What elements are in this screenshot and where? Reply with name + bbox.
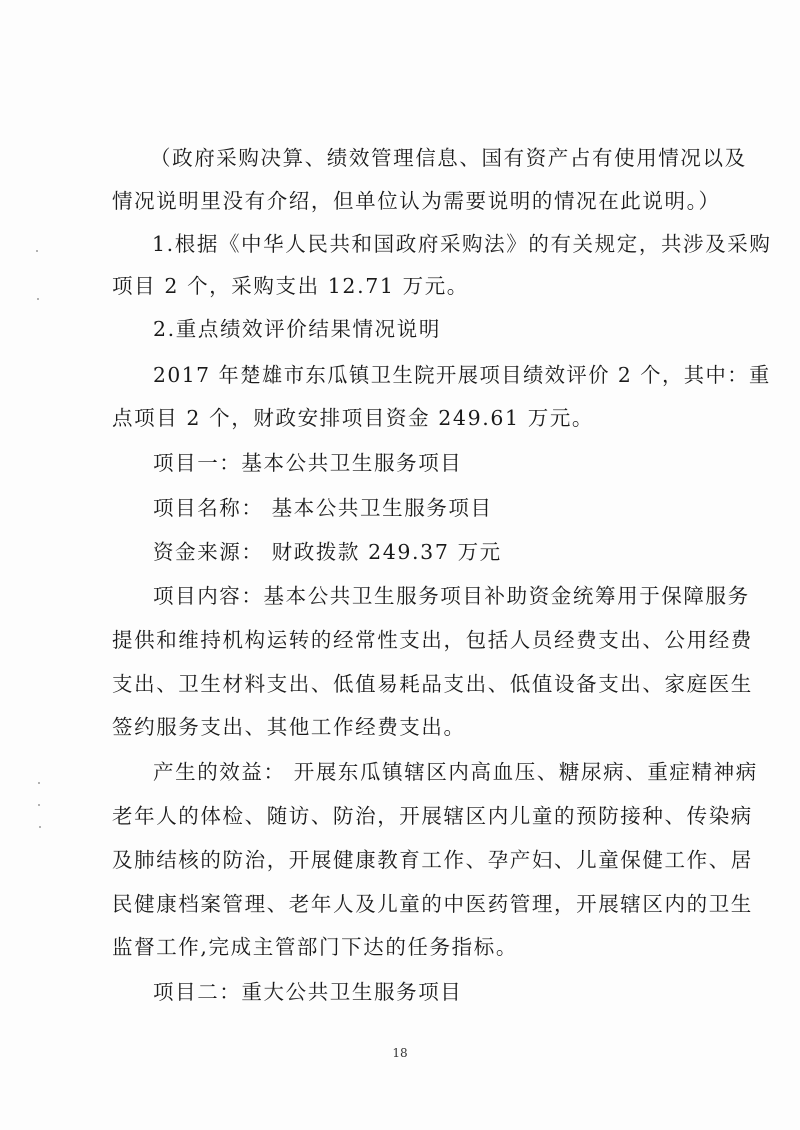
scan-speck xyxy=(38,804,40,806)
text-line-19: 监督工作,完成主管部门下达的任务指标。 xyxy=(112,935,518,959)
text-line-20: 项目二：重大公共卫生服务项目 xyxy=(153,980,463,1004)
text-line-16: 老年人的体检、随访、防治，开展辖区内儿童的预防接种、传染病 xyxy=(112,804,753,828)
text-line-1: （政府采购决算、绩效管理信息、国有资产占有使用情况以及 xyxy=(150,146,747,170)
text-line-7: 点项目 2 个，财政安排项目资金 249.61 万元。 xyxy=(112,406,595,430)
text-line-3: 1.根据《中华人民共和国政府采购法》的有关规定，共涉及采购 xyxy=(152,232,772,256)
scan-speck xyxy=(39,826,41,828)
text-line-9: 项目名称： 基本公共卫生服务项目 xyxy=(153,496,493,520)
text-line-4: 项目 2 个，采购支出 12.71 万元。 xyxy=(112,274,469,298)
text-line-12: 提供和维持机构运转的经常性支出，包括人员经费支出、公用经费 xyxy=(112,628,753,652)
text-line-2: 情况说明里没有介绍，但单位认为需要说明的情况在此说明。） xyxy=(112,189,721,213)
text-line-10: 资金来源： 财政拨款 249.37 万元 xyxy=(153,540,502,564)
text-line-6: 2017 年楚雄市东瓜镇卫生院开展项目绩效评价 2 个，其中：重 xyxy=(153,363,771,387)
text-line-14: 签约服务支出、其他工作经费支出。 xyxy=(112,715,466,739)
text-line-8: 项目一：基本公共卫生服务项目 xyxy=(153,451,463,475)
text-line-11: 项目内容：基本公共卫生服务项目补助资金统筹用于保障服务 xyxy=(153,584,750,608)
scan-speck xyxy=(37,298,39,300)
text-line-13: 支出、卫生材料支出、低值易耗品支出、低值设备支出、家庭医生 xyxy=(112,672,753,696)
text-line-17: 及肺结核的防治，开展健康教育工作、孕产妇、儿童保健工作、居 xyxy=(112,848,753,872)
page-number: 18 xyxy=(392,1046,408,1060)
scan-speck xyxy=(38,782,40,784)
scan-speck xyxy=(36,250,38,252)
text-line-18: 民健康档案管理、老年人及儿童的中医药管理，开展辖区内的卫生 xyxy=(112,892,753,916)
text-line-15: 产生的效益： 开展东瓜镇辖区内高血压、糖尿病、重症精神病 xyxy=(153,760,758,784)
text-line-5: 2.重点绩效评价结果情况说明 xyxy=(153,317,441,341)
